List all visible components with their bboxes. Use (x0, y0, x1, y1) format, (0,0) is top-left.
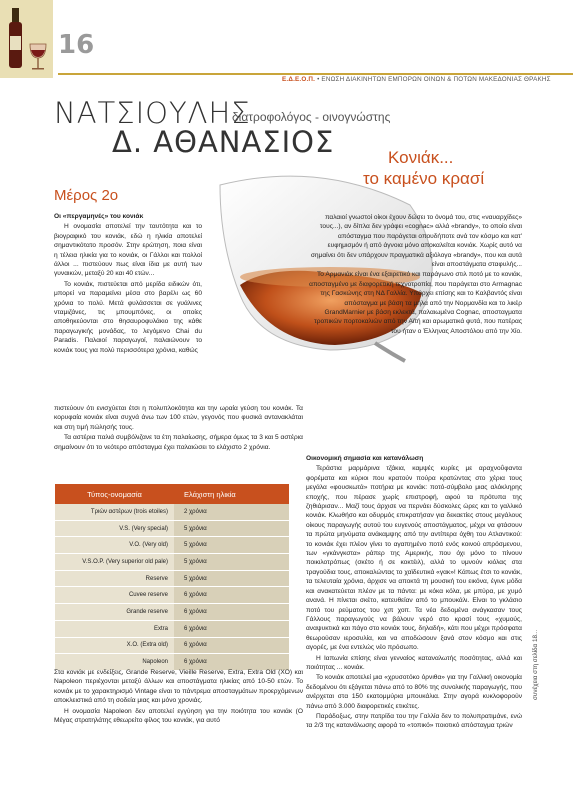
table-row (55, 637, 289, 654)
table-cell-age: 6 χρόνια (174, 604, 289, 621)
continuation-note: συνέχεια στη σελίδα 18... (532, 629, 539, 700)
table-cell-age: 6 χρόνια (174, 620, 289, 637)
section-heading-economy: Οικονομική σημασία και κατανάλωση (306, 455, 424, 462)
table-row (55, 604, 289, 621)
table-cell-age: 5 χρόνια (174, 537, 289, 554)
paragraph: Το κονιάκ αποτελεί μια «χρυσοτόκο όρνιθα» για την Γαλλική οικονομία δεδομένου ότι εξάγεται πάνω από το 80% της συνολικής παραγωγής, που ανέρχεται στα 150 εκατομμύρια μπουκάλια. Στην αγορά κυκλοφορούν πάνω από 3.000 διαφορετικές ετικέτες. (306, 674, 522, 710)
table-cell-name: Reserve (55, 570, 174, 587)
paragraph: Παράδοξως, στην πατρίδα του την Γαλλία δεν το πολυπρατιμάνε, ενώ τα 2/3 της κατανάλωσης αφορά το «τοπικό» ποιοτικό απόσταγμα τριών (306, 712, 522, 730)
paragraph: Το κονιάκ, πιστεύεται από μερίδα ειδικών ότι, μπορεί να παραμείνει μέσα στο βαρέλι ως 60 χρόνια το πολύ. Μετά φυλάσσεται σε γυάλινες νταμιζάνες, τις μπουμπόνες, οι οποίες αποθηκεύονται στο θησαυροφυλάκιο της κάθε παραγωγικής μονάδας, το λεγόμενο Chai du Paradis. Παλαιοί παραγωγοί, παλαιώνουν το κονιάκ τους για πολύ περισσότερα χρόνια, καθώς (54, 280, 202, 354)
table-cell-name: Τριών αστέρων (trois etoiles) (55, 504, 174, 520)
paragraph: Το Αρμανιάκ είναι ένα εξαιρετικό και παράγωνο στιλ ποτό με το κονιάκ, αποσταγμένο με διαφορετική τεχνοτροπία, που παράγεται στο Armagnac της Γασκώνης στη ΝΔ Γαλλία. Υπάρχει επίσης και το Καλβαντός είναι απόσταγμα με βάση τα μήλα από την Νορμανδία και το λικέρ GrandMarnier με βάση εκλεκτά, παλαιωμένα Cognac, αποσταγματα τροπικών πορτοκαλιών από την Αϊτή και αρωματικά φυτά, που πατέρας του ήταν ο Έλληνας Αποστόλου από την Χίο. (309, 271, 522, 335)
paragraph: πιστεύουν ότι ενισχύεται έτσι η πολυπλοκότητα και την ωραία γεύση του κονιάκ. Τα κορυφαία κονιάκ είναι συχνά άνω των 100 ετών, γεγονός που φυσικά αντανακλάται και στη τιμή πώλησής τους. (54, 405, 303, 431)
article-title-line2: το καμένο κρασί (363, 169, 485, 188)
header-org (282, 76, 551, 83)
author-firstname: Δ. ΑΘΑΝΑΣΙΟΣ (112, 125, 335, 159)
part-label: Μέρος 2ο (54, 187, 119, 204)
paragraph: Η Ιαπωνία επίσης είναι γενναίος καταναλωτής ποσότητας, αλλά και ποιότητας ... κονιάκ. (306, 654, 522, 671)
table-cell-age: 5 χρόνια (174, 554, 289, 571)
paragraph: Στα κονιάκ με ενδείξεις, Grande Reserve, Vieille Reserve, Extra, Extra Old (XO) και Napoleon περιέχονται μεταξύ άλλων και αποστάγματα ηλικίας από 10-50 ετών. Το κονιάκ με το χαρακτηρισμό Vintage είναι το πάντρεμα αποσταγμάτων προερχόμενων αποκλειστικά από τη σοδεία μιας και μόνο χρονιάς. (54, 669, 303, 705)
column2-top (306, 213, 522, 337)
table-cell-name: Grande reserve (55, 604, 174, 621)
header-brand: Ε.Δ.Ε.Ο.Π. (282, 76, 316, 83)
table-cell-name: Cuvee reserve (55, 587, 174, 604)
table-cell-name: X.O. (Extra old) (55, 637, 174, 654)
paragraph: Η ονομασία αποτελεί την ταυτότητα και το βιογραφικό του κονιάκ, εδώ η ηλικία αποτελεί σημαντικότατο προσόν. Στην ερώτηση, ποια είναι η τέλεια ηλικία για το κονιάκ, οι Γάλλοι και πολλοί άλλοι ... πιστεύουν πως είναι ίδια με αυτή των γυναικών, μεταξύ 20 και 40 ετών... (54, 223, 202, 278)
table-cell-name: Napoleon (55, 654, 174, 671)
table-cell-name: V.S. (Very special) (55, 520, 174, 537)
age-table (55, 484, 289, 671)
header-rule (58, 73, 573, 75)
table-cell-name: V.S.O.P. (Very superior old pale) (55, 554, 174, 571)
table-row (55, 520, 289, 537)
column1-bottom (54, 668, 303, 726)
table-row (55, 554, 289, 571)
paragraph: Η ονομασία Napoleon δεν αποτελεί εγγύηση για την ποιότητα του κονιάκ (Ο Μέγας στρατηλάτης εθεωρείτο φίλος του κονιάκ, για αυτό (54, 707, 303, 725)
table-cell-age: 5 χρόνια (174, 570, 289, 587)
table-cell-age: 6 χρόνια (174, 637, 289, 654)
page-number: 16 (58, 30, 95, 60)
column2-body (306, 454, 522, 732)
article-title-line1: Κονιάκ... (388, 148, 454, 167)
table-header-age: Ελάχιστη ηλικία (174, 484, 289, 504)
table-header-name: Τύπος-ονομασία (55, 484, 174, 504)
paragraph: Τα αστέρια παλιά συμβόλιζανε τα έτη παλαίωσης, σήμερα όμως τα 3 και 5 αστέρια σημαίνουν ότι το νεότερο απόσταγμα έχει παλαιώσει το ελάχιστο 2 χρόνια. (54, 434, 303, 451)
table-row (55, 504, 289, 520)
table-cell-age: 5 χρόνια (174, 520, 289, 537)
table-cell-age: 6 χρόνια (174, 654, 289, 671)
header-org-name: • ΕΝΩΣΗ ΔΙΑΚΙΝΗΤΩΝ ΕΜΠΟΡΩΝ ΟΙΝΩΝ & ΠΟΤΩΝ ΜΑΚΕΔΟΝΙΑΣ ΘΡΑΚΗΣ (317, 76, 551, 83)
section-heading-pergamines: Οι «περγαμηνές» του κονιάκ (54, 213, 144, 220)
table-cell-age: 2 χρόνια (174, 504, 289, 520)
table-row (55, 537, 289, 554)
table-cell-age: 6 χρόνια (174, 587, 289, 604)
author-surname: ΝΑΤΣΙΟΥΛΗΣ (54, 96, 251, 130)
table-cell-name: V.O. (Very old) (55, 537, 174, 554)
table-row (55, 620, 289, 637)
table-row (55, 570, 289, 587)
table-cell-name: Extra (55, 620, 174, 637)
column1-continued (54, 404, 303, 453)
table-row (55, 587, 289, 604)
logo-icon (0, 0, 53, 78)
paragraph: Τεράστια μαρμάρινα τζάκια, καμψές κυρίες με αραχνοΰφαντα φορέματα και κύριοι που κρατούν πούρα κρατώντας στο χέρια τους μεγάλα «φουσκωτά» ποτήρια με κονιάκ: ποτό-σύμβολο μιας αλόκληρης εποχής, που πέρασε χωρίς επιστροφή, αφού τα πρότυπα της ζηθιάρισαν... Μαζί τους άρχισε να περνάει δύσκολες ώρες και το γαλλικό κονιάκ. Κλωθήσο και οδυρμός επικρατήσαν για δεκαετίες στους μεγάλους οίκους παραγωγής αυτού του ευγενούς αποστάγματος, μέχρι να φτάσουν τα πρώτα μηνύματα ανάκαμψης από την αντίπερα όχθη του Ατλαντικού: το κονιάκ έχει πλέον γίνει το αγαπημένο ποτό ενός κοινού απρόσμενου, των «γκάνγκστα» ράπερ της Αμερικής, που όχι μόνο το πίνουν ποικιλοτρόπως (σκέτο ή σε κοκτέιλ), αλλά το υμνούν κιόλας στα τραγούδια τους, αποκαλώντας το χαϊδευτικά «γακ»! Κάπως έτσι το κονιάκ, τα τελευταία χρόνια, άρχισε να αποκτά τη μουσική του εικόνα, έγινε μόδα και ανακατεύεται πλέον με τα πάντα: με κόκα κόλα, με μπύρα, με χυμό ανανά. Η πίνεται σκέτο, κατευθείαν από το μπουκάλι. Είναι το γκλάσιο ποτό του ρεύματος του χιπ χοπ. Τα νέα δεδομένα ανάγκασαν τους Γάλλους παραγωγούς να βάλουν νερό στο κρασί τους «χυμούς, αναψυκτικά και πάγο στο κονιάκ τους, δηλαδή», κάτι που μέχρι πρόσφατα θεωρούσαν ιεροσυλία, και να αποδώσουν ξανά στον κόσμο και στις αγορές, με ένα εντελώς νέο πρόσωπο. (306, 465, 522, 652)
column1-top (54, 212, 202, 356)
author-role: διατροφολόγος - οινογνώστης (232, 110, 391, 124)
paragraph: παλαιοί γνωστοί οίκοι έχουν δώσει το όνομά του, στις «ναυαρχίδες» τους...), αν δίπλα δεν γράφει «cognac» αλλά «brandy», το οποίο είναι απόσταγμα που παράγεται οπουδήποτε ανά τον κόσμο και κατ' ευφημισμόν ή από άγνοια μόνο αποκαλείται κονιάκ. Χωρίς αυτό να σημαίνει ότι δεν υπάρχουν πραγματικά αξιόλογα «brandy», που και αυτά είναι αποστάγματα σταφυλής... (310, 214, 522, 269)
